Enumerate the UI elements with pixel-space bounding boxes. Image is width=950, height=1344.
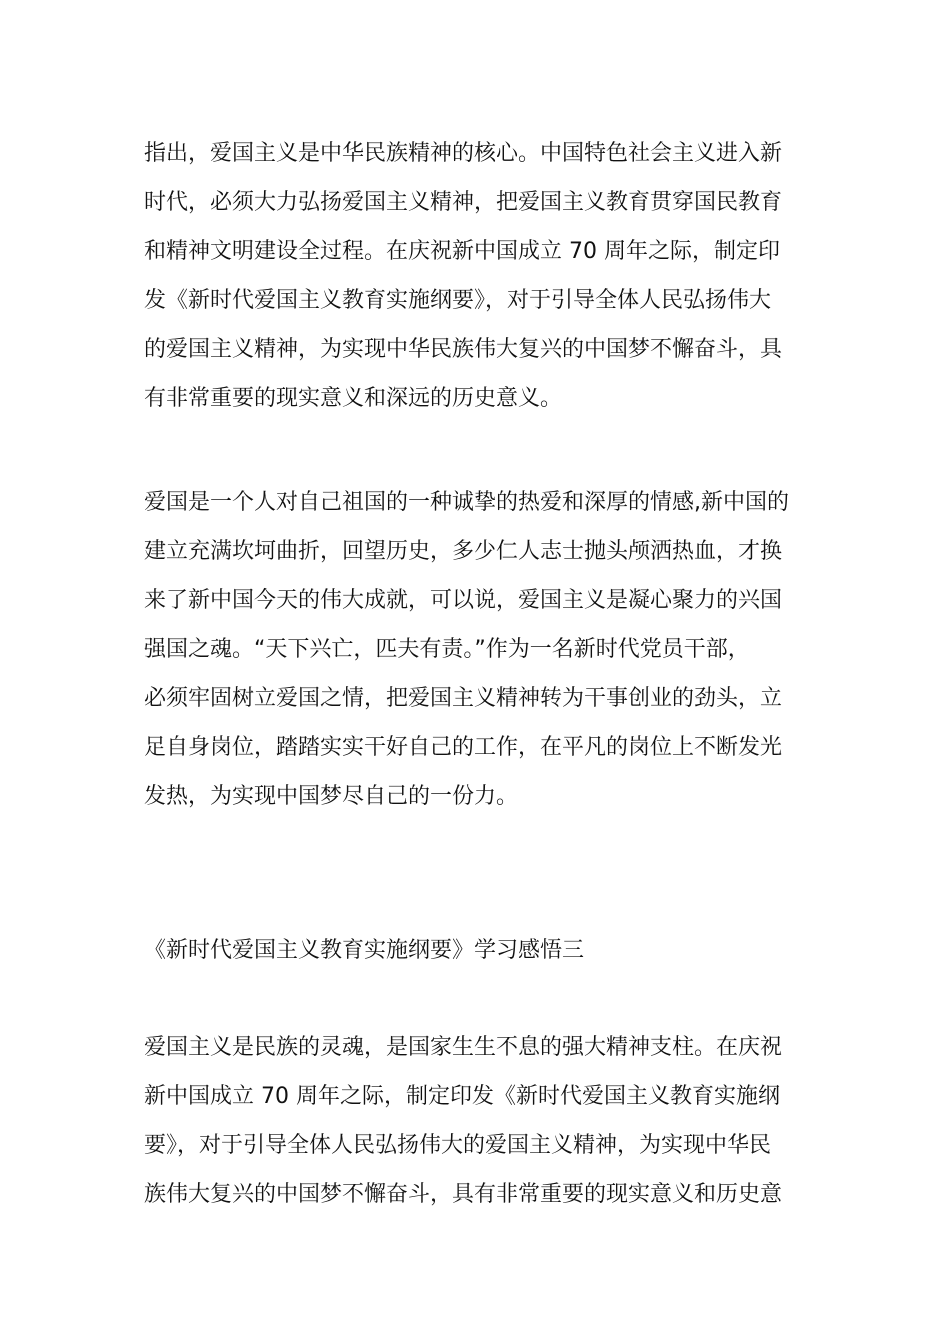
paragraph-2-line-6: 足自身岗位，踏踏实实干好自己的工作，在平凡的岗位上不断发光: [144, 735, 783, 760]
paragraph-1: [144, 129, 808, 423]
paragraph-2-line-3: 来了新中国今天的伟大成就，可以说，爱国主义是凝心聚力的兴国: [144, 588, 783, 613]
paragraph-3: [144, 1023, 808, 1219]
paragraph-1-line-3: 和精神文明建设全过程。在庆祝新中国成立 70 周年之际，制定印: [144, 239, 780, 264]
paragraph-3-line-2: 新中国成立 70 周年之际，制定印发《新时代爱国主义教育实施纲: [144, 1084, 780, 1109]
paragraph-3-line-4: 族伟大复兴的中国梦不懈奋斗，具有非常重要的现实意义和历史意: [144, 1182, 783, 1207]
paragraph-1-line-6: 有非常重要的现实意义和深远的历史意义。: [144, 386, 563, 411]
section-heading: 《新时代爱国主义教育实施纲要》学习感悟三: [144, 938, 585, 963]
paragraph-2: [144, 478, 808, 821]
paragraph-3-line-1: 爱国主义是民族的灵魂，是国家生生不息的强大精神支柱。在庆祝: [144, 1035, 783, 1060]
paragraph-2-line-7: 发热，为实现中国梦尽自己的一份力。: [144, 784, 519, 809]
paragraph-2-line-5: 必须牢固树立爱国之情，把爱国主义精神转为干事创业的劲头，立: [144, 686, 783, 711]
paragraph-2-line-4: 强国之魂。“天下兴亡，匹夫有责。”作为一名新时代党员干部，: [144, 637, 750, 662]
paragraph-3-line-3: 要》，对于引导全体人民弘扬伟大的爱国主义精神，为实现中华民: [144, 1133, 772, 1158]
paragraph-1-line-5: 的爱国主义精神，为实现中华民族伟大复兴的中国梦不懈奋斗，具: [144, 337, 783, 362]
paragraph-2-line-1: 爱国是一个人对自己祖国的一种诚挚的热爱和深厚的情感,新中国的: [144, 490, 789, 515]
paragraph-1-line-2: 时代，必须大力弘扬爱国主义精神，把爱国主义教育贯穿国民教育: [144, 190, 783, 215]
paragraph-2-line-2: 建立充满坎坷曲折，回望历史，多少仁人志士抛头颅洒热血，才换: [144, 539, 783, 564]
paragraph-1-line-4: 发《新时代爱国主义教育实施纲要》，对于引导全体人民弘扬伟大: [144, 288, 772, 313]
paragraph-1-line-1: 指出，爱国主义是中华民族精神的核心。中国特色社会主义进入新: [144, 141, 783, 166]
